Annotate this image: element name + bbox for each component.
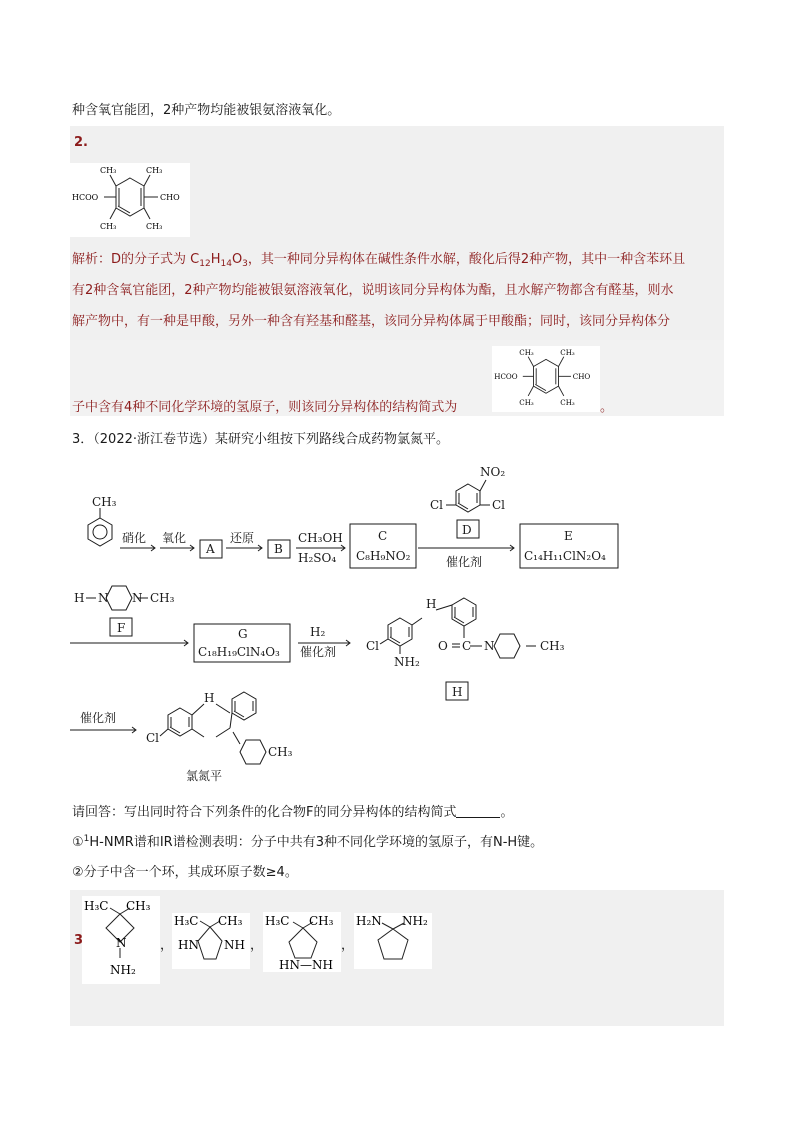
- synthesis-scheme: [70, 458, 690, 798]
- iso2-ch3: CH₃: [218, 914, 243, 928]
- iso3-ch3: CH₃: [309, 914, 334, 928]
- toluene-ch3: CH₃: [92, 495, 117, 509]
- condition-1: ①$^1$H-NMR谱和IR谱检测表明：分子中共有3种不同化学环境的氢原子，有N-H键。: [72, 834, 544, 850]
- analysis-end: 。: [600, 400, 614, 415]
- iso3-hn-nh: HN—NH: [279, 958, 333, 972]
- analysis-line-3: 解产物中，有一种是甲酸，另外一种含有羟基和醛基，该同分异构体属于甲酸酯；同时，该同分异构体分: [72, 314, 671, 329]
- compound-c-formula: C₈H₉NO₂: [356, 549, 411, 563]
- ch3-label: CH₃: [100, 222, 117, 231]
- structure-answer-inline: [492, 346, 600, 412]
- ch3-label: CH₃: [100, 166, 117, 175]
- question-3-ask: 请回答：写出同时符合下列条件的化合物F的同分异构体的结构简式 。: [72, 805, 514, 820]
- clozapine-ch3: CH₃: [268, 745, 293, 759]
- ch3-label: CH₃: [519, 347, 534, 357]
- d-no2: NO₂: [480, 465, 506, 479]
- analysis-line-1: [72, 250, 685, 270]
- iso1-nh2: NH₂: [110, 963, 136, 977]
- intro-line: 种含氧官能团，2种产物均能被银氨溶液氧化。: [72, 103, 341, 118]
- h-ch3: CH₃: [540, 639, 565, 653]
- clozapine-nh: H: [204, 691, 215, 705]
- compound-g-formula: C₁₈H₁₉ClN₄O₃: [198, 645, 280, 659]
- ch3-label: CH₃: [146, 166, 163, 175]
- analysis-prefix: 解析：: [72, 252, 112, 267]
- label-reduction: 还原: [230, 531, 255, 545]
- h-cl: Cl: [366, 639, 380, 653]
- compound-a: A: [206, 542, 215, 556]
- clozapine-cl: Cl: [146, 731, 160, 745]
- reagent-h2: H₂: [310, 625, 326, 639]
- analysis-1b: ，其一种同分异构体在碱性条件水解，酸化后得2种产物，其中一种含苯环且: [247, 252, 686, 267]
- isomer-azetidine: [82, 896, 160, 984]
- compound-b: B: [274, 542, 283, 556]
- cho-label: CHO: [572, 372, 591, 381]
- cho-label: CHO: [160, 193, 180, 202]
- compound-h: H: [452, 685, 463, 699]
- isomer-pyrazolidine: [263, 912, 341, 972]
- f-ch3: CH₃: [150, 591, 175, 605]
- compound-e-formula: C₁₄H₁₁ClN₂O₄: [524, 549, 606, 563]
- compound-f: F: [117, 621, 126, 635]
- iso1-n: N: [116, 936, 127, 950]
- hcoo-label: HCOO: [494, 372, 518, 381]
- formula-d: $C_{12}H_{14}O_3$: [190, 252, 248, 269]
- separator-3: ，: [341, 938, 355, 953]
- ch3-label: CH₃: [146, 222, 163, 231]
- compound-c: C: [378, 529, 388, 543]
- clozapine-name: 氯氮平: [186, 769, 223, 783]
- iso2-h3c: H₃C: [174, 914, 199, 928]
- reagent-sulfuric-acid: H₂SO₄: [298, 551, 337, 565]
- d-cl-left: Cl: [430, 498, 444, 512]
- iso4-nh2: NH₂: [402, 914, 428, 928]
- analysis-line-2: 有2种含氧官能团，2种产物均能被银氨溶液氧化，说明该同分异构体为酯，且水解产物都含有醛基，则水: [72, 283, 674, 298]
- label-nitration: 硝化: [122, 531, 147, 545]
- label-catalyst: 催化剂: [446, 555, 483, 569]
- h-c: C: [462, 639, 472, 653]
- separator-1: ，: [160, 938, 174, 953]
- ch3-label: CH₃: [560, 397, 575, 407]
- h-nh: H: [426, 597, 437, 611]
- h-n: N: [484, 639, 495, 653]
- isomer-imidazolidine: [172, 913, 250, 969]
- compound-e: E: [564, 529, 573, 543]
- reagent-methanol: CH₃OH: [298, 531, 343, 545]
- d-cl-right: Cl: [492, 498, 506, 512]
- answer-blank[interactable]: [456, 805, 500, 818]
- iso4-h2n: H₂N: [356, 914, 382, 928]
- condition-2: ②分子中含一个环，其成环原子数≥4。: [72, 865, 298, 880]
- isomer-cyclopentanediamine: [354, 913, 432, 969]
- iso3-h3c: H₃C: [265, 914, 290, 928]
- answer-2-number: 2.: [74, 135, 88, 150]
- compound-g: G: [238, 627, 248, 641]
- f-n-right: N: [132, 591, 143, 605]
- label-catalyst-2: 催化剂: [300, 645, 337, 659]
- label-catalyst-3: 催化剂: [80, 711, 117, 725]
- separator-2: ，: [250, 938, 264, 953]
- answer-3-number: 3.: [74, 933, 88, 948]
- f-n-left: N: [98, 591, 109, 605]
- ch3-label: CH₃: [519, 397, 534, 407]
- iso1-ch3: CH₃: [126, 899, 151, 913]
- compound-d: D: [462, 523, 472, 537]
- label-oxidation: 氧化: [162, 531, 187, 545]
- structure-formyloxy-aldehyde: [70, 163, 190, 237]
- question-3-title: 3．（2022·浙江卷节选）某研究小组按下列路线合成药物氯氮平。: [72, 432, 449, 447]
- iso1-h3c: H₃C: [84, 899, 109, 913]
- iso2-nh: NH: [224, 938, 245, 952]
- analysis-d: D的分子式为: [111, 252, 187, 267]
- f-h: H: [74, 591, 85, 605]
- h-nh2: NH₂: [394, 655, 420, 669]
- hcoo-label: HCOO: [72, 193, 99, 202]
- h-o: O: [438, 639, 448, 653]
- ch3-label: CH₃: [560, 347, 575, 357]
- analysis-line-4: 子中含有4种不同化学环境的氢原子，则该同分异构体的结构简式为: [72, 400, 458, 415]
- iso2-hn: HN: [178, 938, 199, 952]
